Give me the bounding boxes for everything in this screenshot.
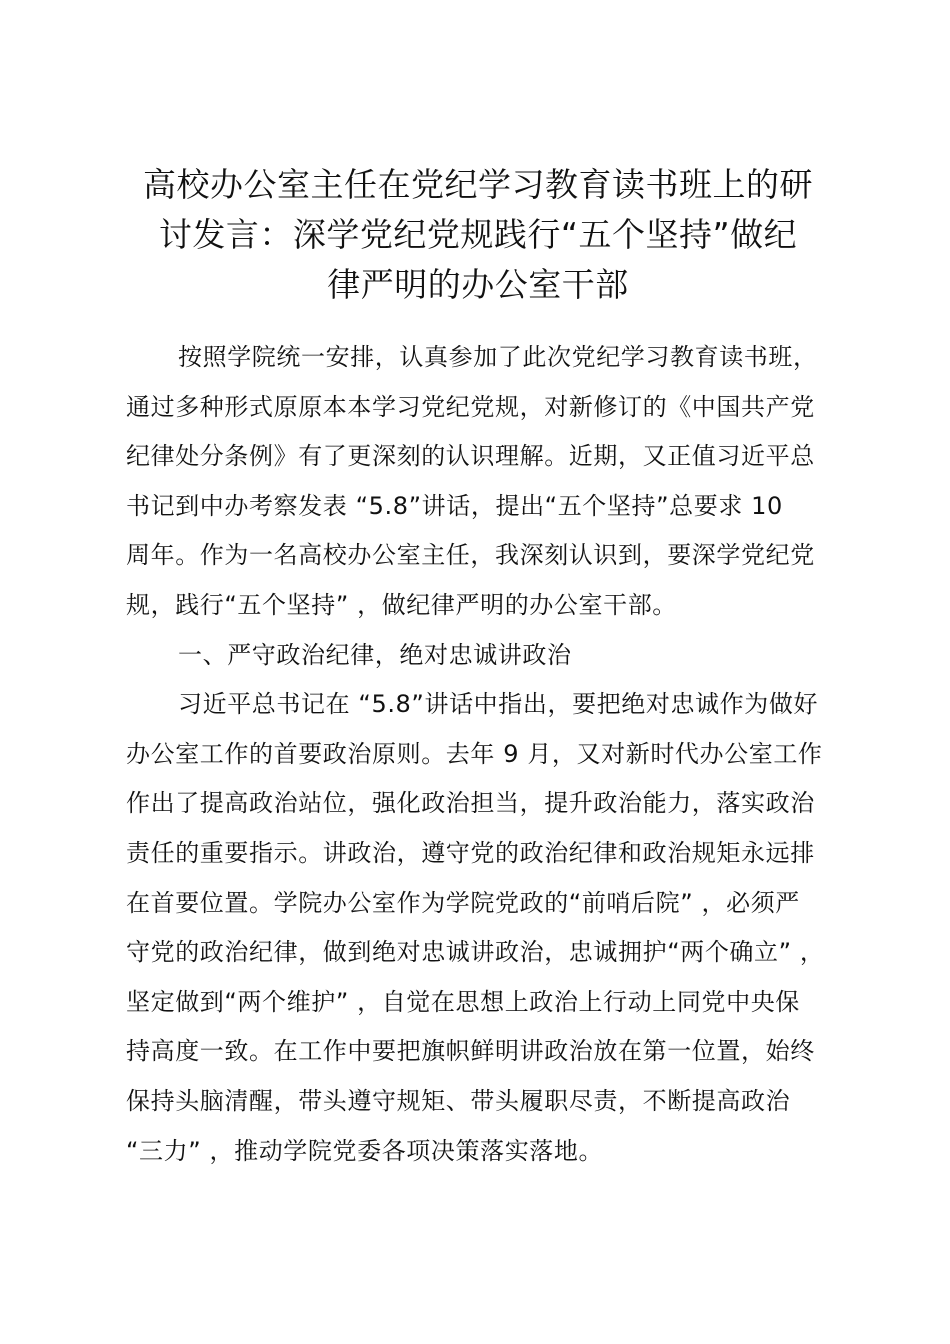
title-line: 律严明的办公室干部 — [327, 265, 629, 304]
paragraph-line: 办公室工作的首要政治原则。去年 9 月，又对新时代办公室工作 — [126, 739, 823, 768]
paragraph-line: 习近平总书记在 “5.8”讲话中指出，要把绝对忠诚作为做好 — [178, 690, 819, 719]
paragraph-line: “三力” ，推动学院党委各项决策落实落地。 — [126, 1136, 604, 1165]
paragraph-line: 规，践行“五个坚持” ，做纪律严明的办公室干部。 — [126, 590, 677, 619]
section-heading — [126, 631, 834, 681]
paragraph-line: 责任的重要指示。讲政治，遵守党的政治纪律和政治规矩永远排 — [126, 838, 815, 867]
paragraph-line: 在首要位置。学院办公室作为学院党政的“前哨后院” ，必须严 — [126, 888, 800, 917]
document-title — [122, 160, 834, 310]
paragraph-line: 纪律处分条例》有了更深刻的认识理解。近期，又正值习近平总 — [126, 442, 815, 471]
paragraph-line: 按照学院统一安排，认真参加了此次党纪学习教育读书班， — [178, 343, 818, 371]
paragraph-line: 通过多种形式原原本本学习党纪党规，对新修订的《中国共产党 — [126, 392, 815, 421]
intro-paragraph — [126, 333, 834, 631]
paragraph-line: 守党的政治纪律，做到绝对忠诚讲政治，忠诚拥护“两个确立” ， — [126, 938, 825, 967]
section-paragraph — [126, 680, 834, 1176]
paragraph-line: 保持头脑清醒，带头遵守规矩、带头履职尽责，不断提高政治 — [126, 1086, 791, 1115]
document-body — [126, 333, 834, 1176]
paragraph-line: 坚定做到“两个维护” ，自觉在思想上政治上行动上同党中央保 — [126, 987, 800, 1016]
title-line: 讨发言：深学党纪党规践行“五个坚持”做纪 — [158, 215, 798, 254]
title-line: 高校办公室主任在党纪学习教育读书班上的研 — [143, 165, 813, 204]
section-heading-text: 一、严守政治纪律，绝对忠诚讲政治 — [178, 640, 572, 669]
paragraph-line: 周年。作为一名高校办公室主任，我深刻认识到，要深学党纪党 — [126, 541, 815, 570]
paragraph-line: 作出了提高政治站位，强化政治担当，提升政治能力，落实政治 — [126, 789, 815, 818]
paragraph-line: 持高度一致。在工作中要把旗帜鲜明讲政治放在第一位置，始终 — [126, 1037, 815, 1066]
paragraph-line: 书记到中办考察发表 “5.8”讲话，提出“五个坚持”总要求 10 — [126, 491, 783, 520]
